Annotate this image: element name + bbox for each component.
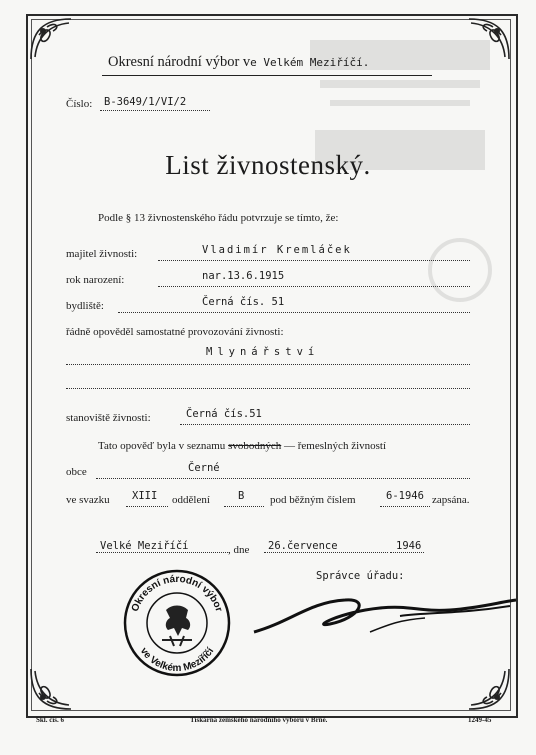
num-value: 6-1946 bbox=[386, 490, 424, 502]
corner-ornament-icon bbox=[467, 667, 511, 711]
municipality-label: obce bbox=[66, 466, 87, 478]
date-comma: , dne bbox=[228, 544, 250, 556]
num-line bbox=[380, 506, 430, 507]
authority-name: Okresní národní výbor bbox=[108, 54, 240, 70]
location-line bbox=[180, 424, 470, 425]
corner-ornament-icon bbox=[467, 17, 511, 61]
location-label: stanoviště živnosti: bbox=[66, 412, 151, 424]
year-line bbox=[390, 552, 424, 553]
stamp-top-text: Okresní národní výbor bbox=[129, 573, 225, 614]
residence-label: bydliště: bbox=[66, 300, 104, 312]
trade-line-2 bbox=[66, 388, 470, 389]
intro-text: Podle § 13 živnostenského řádu potvrzuje se tímto, že: bbox=[98, 212, 339, 224]
volume-suffix: zapsána. bbox=[432, 494, 470, 506]
date-value: 26.července bbox=[268, 540, 338, 552]
volume-line bbox=[126, 506, 168, 507]
register-struck-word: svobodných bbox=[228, 440, 282, 452]
birth-label: rok narození: bbox=[66, 274, 125, 286]
birth-line bbox=[158, 286, 470, 287]
footer-code: 1249-45 bbox=[468, 716, 492, 724]
birth-value: nar.13.6.1915 bbox=[202, 270, 285, 282]
number-value: B-3649/1/VI/2 bbox=[104, 96, 187, 108]
volume-value: XIII bbox=[132, 490, 158, 502]
residence-line bbox=[118, 312, 470, 313]
number-line bbox=[100, 110, 210, 111]
register-text-a: Tato opověď byla v seznamu bbox=[98, 440, 226, 452]
svg-text:ve Velkém Meziříčí bbox=[138, 645, 217, 674]
date-place-line bbox=[96, 552, 230, 553]
signature-title: Správce úřadu: bbox=[316, 570, 405, 582]
municipality-line bbox=[96, 478, 470, 479]
owner-label: majitel živnosti: bbox=[66, 248, 138, 260]
authority-place: e Velkém Meziříčí. bbox=[250, 56, 370, 69]
location-value: Černá čís.51 bbox=[186, 408, 262, 420]
register-text-b: — řemeslných živností bbox=[283, 440, 387, 452]
owner-value: Vladimír Kremláček bbox=[202, 244, 352, 256]
issuing-authority bbox=[108, 54, 369, 71]
authority-v: v bbox=[242, 54, 251, 70]
residence-value: Černá čís. 51 bbox=[202, 296, 285, 308]
date-line bbox=[264, 552, 388, 553]
volume-prefix: ve svazku bbox=[66, 494, 110, 506]
footer-form-number: Skl. čís. 6 bbox=[36, 716, 65, 724]
trade-value: Mlynářství bbox=[206, 346, 320, 358]
handwritten-signature bbox=[250, 572, 520, 642]
footer-printer: Tiskárna zemského národního výboru v Brně. bbox=[190, 716, 328, 724]
dept-value: B bbox=[238, 490, 245, 502]
stamp-bottom-text: ve Velkém Meziříčí bbox=[137, 645, 217, 674]
num-label: pod běžným číslem bbox=[270, 494, 356, 506]
dept-line bbox=[224, 506, 264, 507]
dept-label: oddělení bbox=[172, 494, 210, 506]
header-underline bbox=[102, 75, 432, 76]
corner-ornament-icon bbox=[29, 17, 73, 61]
date-year: 1946 bbox=[396, 540, 422, 552]
municipality-value: Černé bbox=[188, 462, 220, 474]
official-round-stamp bbox=[122, 568, 232, 678]
owner-line bbox=[158, 260, 470, 261]
trade-line-1 bbox=[66, 364, 470, 365]
date-place: Velké Meziříčí bbox=[100, 540, 189, 552]
register-sentence bbox=[98, 440, 386, 452]
corner-ornament-icon bbox=[29, 667, 73, 711]
announce-text: řádně opověděl samostatné provozování živnosti: bbox=[66, 326, 284, 338]
document-title: List živnostenský. bbox=[165, 150, 371, 180]
number-label: Číslo: bbox=[66, 98, 93, 110]
